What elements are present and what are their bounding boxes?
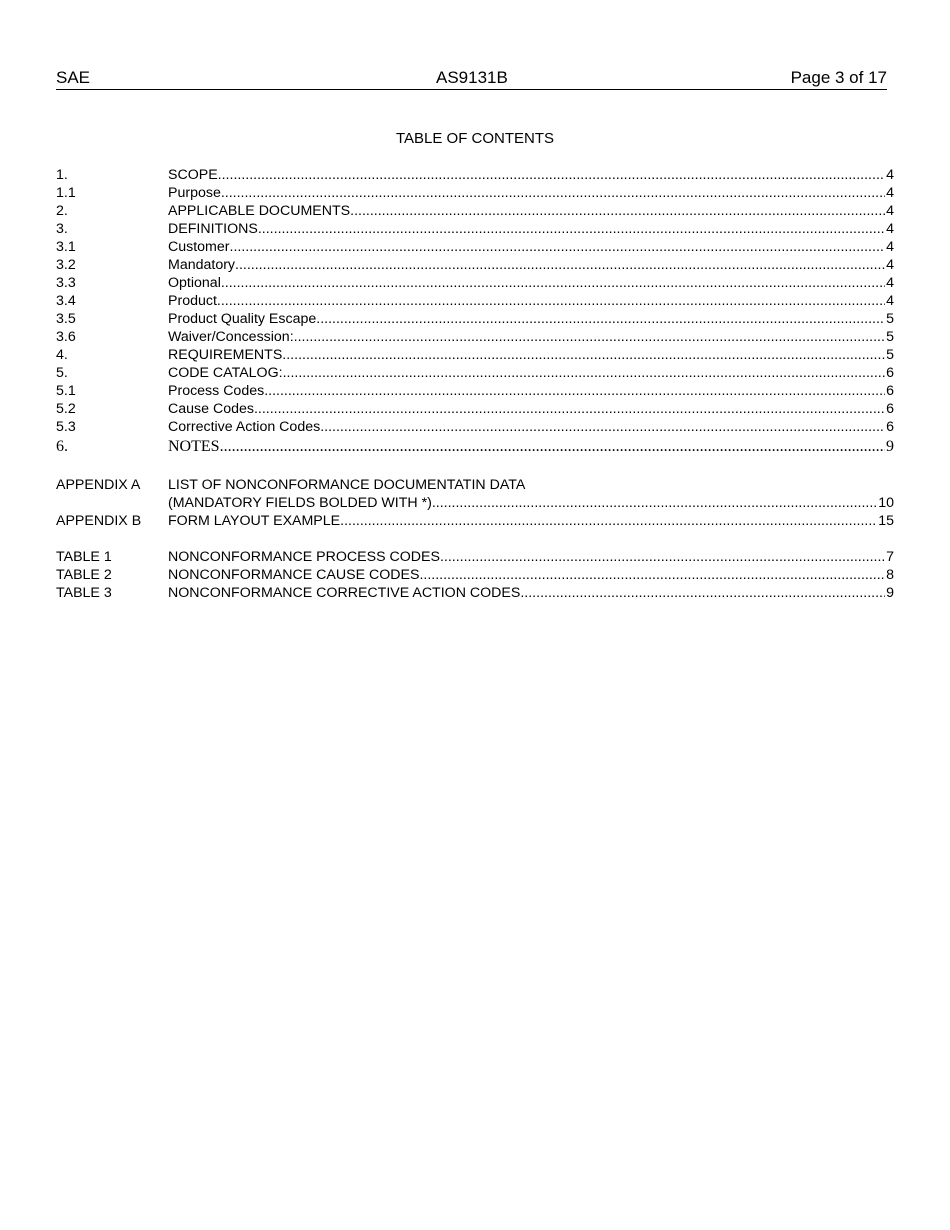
toc-entry-number: APPENDIX A xyxy=(56,477,141,493)
toc-entry-page: 4 xyxy=(886,167,894,183)
spacer xyxy=(56,530,894,548)
dot-leader xyxy=(350,202,885,220)
toc-entry-title-continued: (MANDATORY FIELDS BOLDED WITH *) xyxy=(168,495,432,511)
dot-leader xyxy=(316,310,885,328)
toc-entry-title: REQUIREMENTS xyxy=(168,347,283,363)
toc-entry-number: 2. xyxy=(56,203,68,219)
toc-entry-title: Process Codes xyxy=(168,383,265,399)
toc-entry-page: 6 xyxy=(886,383,894,399)
toc-entry-number: 5.1 xyxy=(56,383,76,399)
spacer xyxy=(56,458,894,476)
dot-leader xyxy=(283,364,886,382)
toc-entry-page: 5 xyxy=(886,347,894,363)
toc-appendix-b[interactable] xyxy=(56,512,894,530)
toc-entry[interactable] xyxy=(56,418,894,436)
dot-leader xyxy=(320,418,885,436)
toc-appendix-a[interactable] xyxy=(56,476,894,494)
table-of-contents xyxy=(56,166,894,602)
toc-entry-number: 1. xyxy=(56,167,68,183)
toc-entry[interactable] xyxy=(56,346,894,364)
toc-entry-page: 4 xyxy=(886,275,894,291)
toc-entry-number: 3.4 xyxy=(56,293,76,309)
toc-table-entry[interactable] xyxy=(56,548,894,566)
toc-entry-title: Cause Codes xyxy=(168,401,254,417)
toc-entry-page: 4 xyxy=(886,239,894,255)
header-organization: SAE xyxy=(56,68,91,87)
dot-leader xyxy=(440,548,885,566)
toc-entry-title: LIST OF NONCONFORMANCE DOCUMENTATIN DATA xyxy=(168,477,526,493)
dot-leader xyxy=(221,274,885,292)
toc-entry-title: FORM LAYOUT EXAMPLE xyxy=(168,513,341,529)
toc-entry-page: 6 xyxy=(886,401,894,417)
toc-entry-title: CODE CATALOG: xyxy=(168,365,283,381)
dot-leader xyxy=(419,566,885,584)
toc-entry-page: 10 xyxy=(878,495,894,511)
toc-entry-page: 4 xyxy=(886,185,894,201)
dot-leader xyxy=(217,292,885,310)
dot-leader xyxy=(258,220,885,238)
toc-entry-number: 3.1 xyxy=(56,239,76,255)
dot-leader xyxy=(264,382,885,400)
toc-entry-number: 5.2 xyxy=(56,401,76,417)
toc-entry-title: NONCONFORMANCE PROCESS CODES xyxy=(168,549,440,565)
toc-entry-title: NONCONFORMANCE CAUSE CODES xyxy=(168,567,420,583)
toc-entry[interactable] xyxy=(56,328,894,346)
toc-entry[interactable] xyxy=(56,220,894,238)
toc-entry-page: 5 xyxy=(886,311,894,327)
toc-entry-title: Optional xyxy=(168,275,221,291)
dot-leader xyxy=(520,584,885,602)
header-document-number: AS9131B xyxy=(436,68,508,87)
toc-entry-title: DEFINITIONS xyxy=(168,221,258,237)
toc-entry-number: 4. xyxy=(56,347,68,363)
toc-entry-title: Purpose xyxy=(168,185,221,201)
toc-entry-page: 7 xyxy=(886,549,894,565)
toc-entry-page: 4 xyxy=(886,293,894,309)
toc-entry[interactable] xyxy=(56,238,894,256)
toc-table-entry[interactable] xyxy=(56,566,894,584)
toc-entry[interactable] xyxy=(56,400,894,418)
toc-table-entry[interactable] xyxy=(56,584,894,602)
toc-entry[interactable] xyxy=(56,436,894,458)
toc-entry[interactable] xyxy=(56,310,894,328)
toc-entry-page: 9 xyxy=(886,585,894,601)
toc-entry-page: 6 xyxy=(886,419,894,435)
toc-entry-title: Product Quality Escape xyxy=(168,311,317,327)
toc-entry-title: SCOPE xyxy=(168,167,218,183)
toc-entry-title: Waiver/Concession: xyxy=(168,329,294,345)
toc-entry[interactable] xyxy=(56,382,894,400)
toc-entry-number: 3.2 xyxy=(56,257,76,273)
toc-entry[interactable] xyxy=(56,292,894,310)
toc-entry-page: 4 xyxy=(886,221,894,237)
dot-leader xyxy=(230,238,886,256)
dot-leader xyxy=(254,400,885,418)
toc-entry-title: NONCONFORMANCE CORRECTIVE ACTION CODES xyxy=(168,585,521,601)
toc-entry-title: Mandatory xyxy=(168,257,236,273)
toc-entry[interactable] xyxy=(56,256,894,274)
dot-leader xyxy=(220,436,885,458)
toc-entry-number: TABLE 2 xyxy=(56,567,112,583)
toc-entry-page: 5 xyxy=(886,329,894,345)
toc-entry-page: 9 xyxy=(886,438,894,455)
toc-entry-title: Corrective Action Codes xyxy=(168,419,321,435)
dot-leader xyxy=(282,346,885,364)
toc-entry-number: 5. xyxy=(56,365,68,381)
toc-entry[interactable] xyxy=(56,166,894,184)
dot-leader xyxy=(432,494,877,512)
toc-entry-number: 5.3 xyxy=(56,419,76,435)
dot-leader xyxy=(294,328,885,346)
toc-entry-number: 1.1 xyxy=(56,185,76,201)
toc-entry-number: APPENDIX B xyxy=(56,513,142,529)
toc-entry-number: 3.3 xyxy=(56,275,76,291)
toc-entry-page: 4 xyxy=(886,203,894,219)
toc-entry-page: 4 xyxy=(886,257,894,273)
toc-entry-number: 3.6 xyxy=(56,329,76,345)
toc-appendix-a-continued[interactable] xyxy=(56,494,894,512)
toc-entry[interactable] xyxy=(56,202,894,220)
dot-leader xyxy=(218,166,885,184)
toc-entry-number: 3.5 xyxy=(56,311,76,327)
dot-leader xyxy=(235,256,885,274)
toc-entry-number: TABLE 1 xyxy=(56,549,112,565)
toc-entry-title: NOTES xyxy=(168,438,220,455)
toc-heading: TABLE OF CONTENTS xyxy=(395,130,555,147)
dot-leader xyxy=(340,512,877,530)
toc-entry[interactable] xyxy=(56,184,894,202)
toc-entry-number: 6. xyxy=(56,438,68,455)
toc-entry-page: 15 xyxy=(878,513,894,529)
toc-entry[interactable] xyxy=(56,364,894,382)
dot-leader xyxy=(221,184,885,202)
toc-entry[interactable] xyxy=(56,274,894,292)
toc-entry-title: Product xyxy=(168,293,217,309)
toc-entry-number: TABLE 3 xyxy=(56,585,112,601)
header-page-number: Page 3 of 17 xyxy=(790,68,887,87)
toc-entry-title: Customer xyxy=(168,239,230,255)
toc-entry-title: APPLICABLE DOCUMENTS xyxy=(168,203,351,219)
toc-entry-page: 8 xyxy=(886,567,894,583)
toc-entry-page: 6 xyxy=(886,365,894,381)
page-header xyxy=(56,68,887,90)
toc-entry-number: 3. xyxy=(56,221,68,237)
